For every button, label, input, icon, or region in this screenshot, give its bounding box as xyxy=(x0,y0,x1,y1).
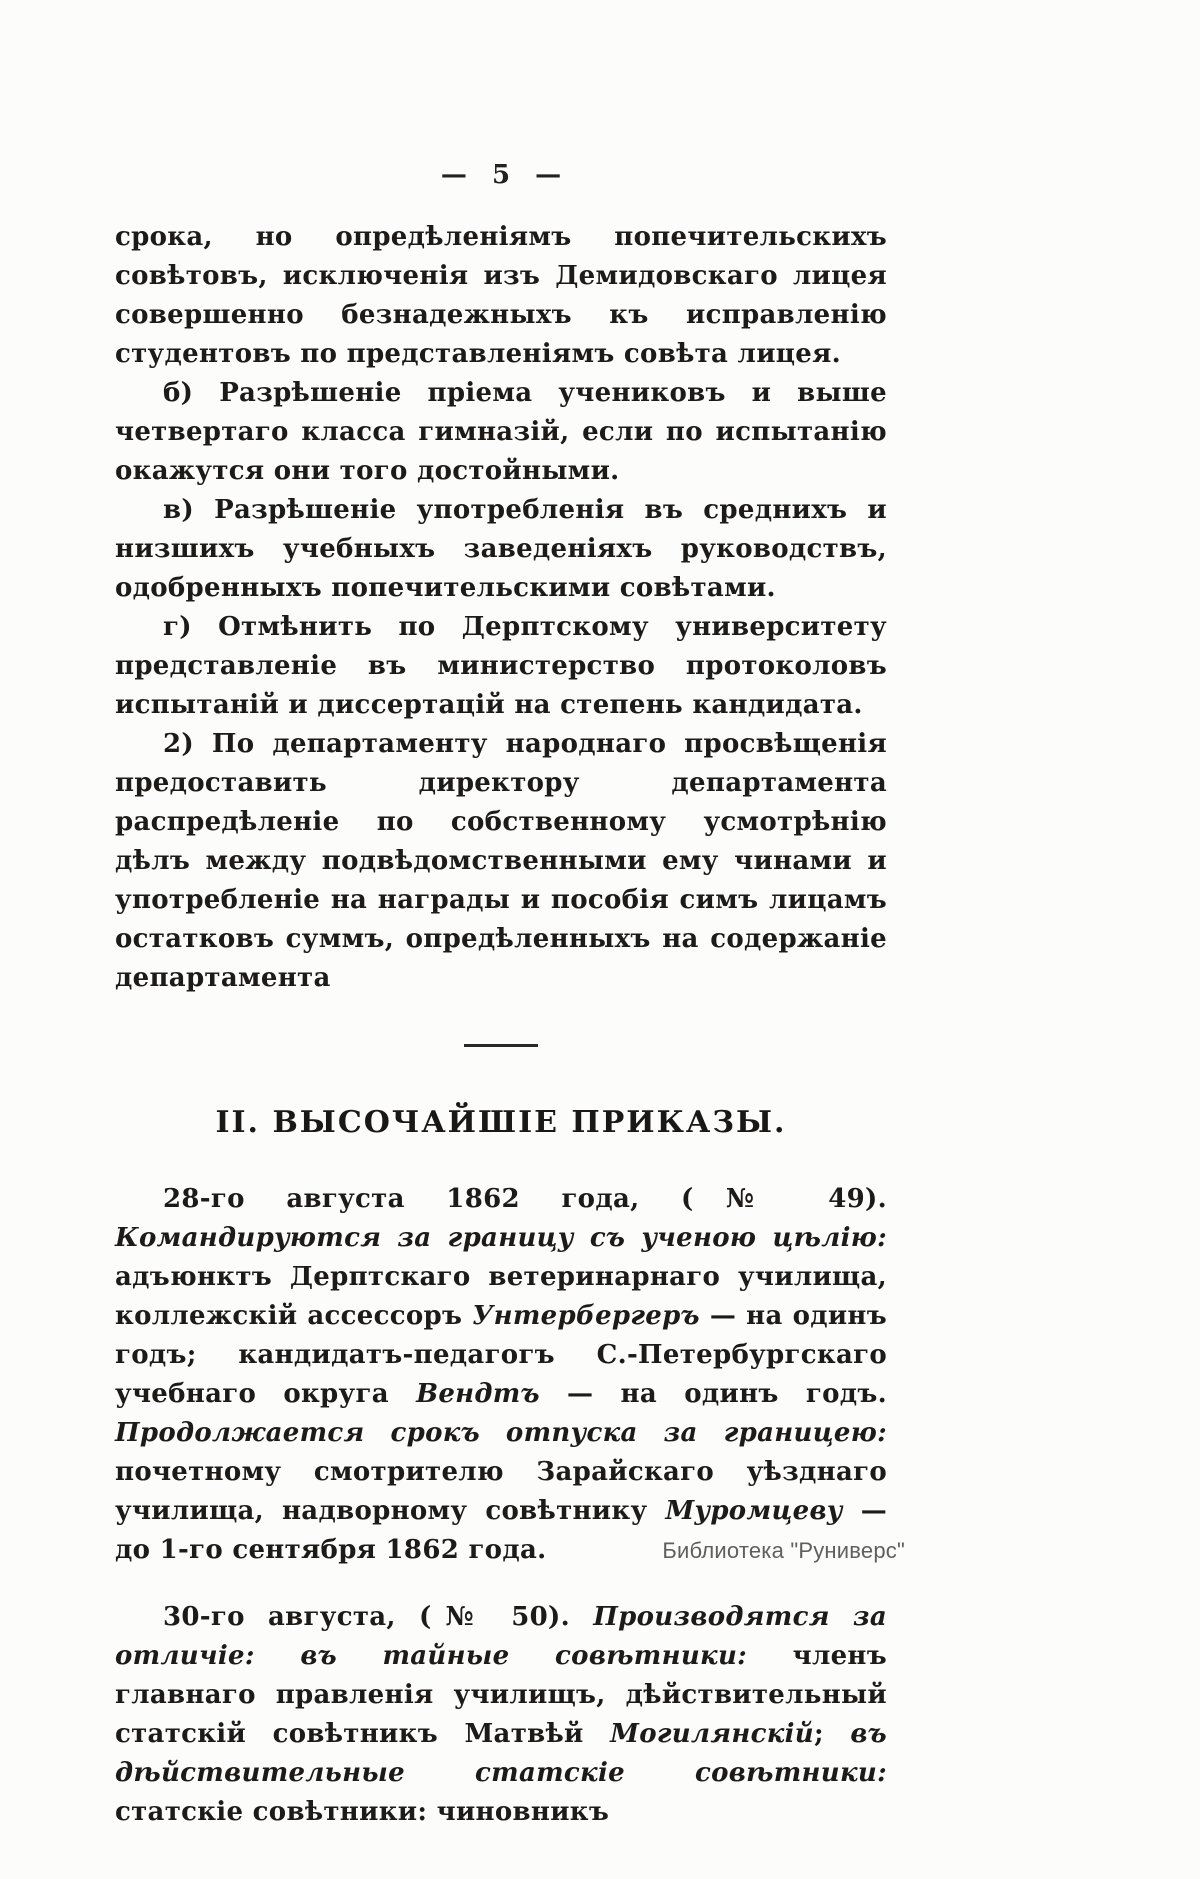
text-run: почетному смотрителю Зарайскаго уѣзднаго училища, надворному совѣтнику xyxy=(115,1457,887,1526)
text-block xyxy=(115,160,887,1832)
text-run: — до 1-го сентября 1862 года. xyxy=(115,1496,887,1565)
page-number: — 5 — xyxy=(440,160,562,190)
paragraph xyxy=(115,725,887,998)
text-run: адъюнктъ Дерптскаго ветеринарнаго училища, коллежскій ассессоръ xyxy=(115,1262,887,1331)
section-divider-rule xyxy=(464,1044,538,1047)
italic-text-run: Вендтъ xyxy=(416,1379,540,1409)
italic-text-run: Унтербергеръ xyxy=(472,1301,700,1331)
text-run: статскіе совѣтники: чиновникъ xyxy=(115,1797,610,1827)
text-run: б) Разрѣшеніе пріема учениковъ и выше четвертаго класса гимназій, если по испытанію окажутся они того достойными. xyxy=(115,378,887,486)
paragraph xyxy=(115,1598,887,1832)
section-ministry-resolutions xyxy=(115,218,887,998)
text-run: — на одинъ годъ. xyxy=(539,1379,887,1409)
italic-text-run: Командируются за границу съ ученою цѣлію: xyxy=(115,1223,887,1253)
text-run: ; xyxy=(814,1719,851,1749)
library-watermark: Библиотека "Руниверс" xyxy=(662,1538,905,1563)
italic-text-run: Продолжается срокъ отпуска за границею: xyxy=(115,1418,887,1448)
text-run: — на одинъ годъ; кандидатъ-педагогъ С.-Петербургскаго учебнаго округа xyxy=(115,1301,887,1409)
text-run: г) Отмѣнить по Дерптскому университету представленіе въ министерство протоколовъ испытаній и диссертацій на степень кандидата. xyxy=(115,612,887,720)
section-heading-imperial-orders: II. ВЫСОЧАЙШІЕ ПРИКАЗЫ. xyxy=(215,1105,787,1140)
italic-text-run: Могилянскій xyxy=(610,1719,814,1749)
text-run: 28-го августа 1862 года, (№ 49). xyxy=(163,1184,887,1214)
text-run: срока, но опредѣленіямъ попечительскихъ совѣтовъ, исключенія изъ Демидовскаго лицея совершенно безнадежныхъ къ исправленію студентовъ по представленіямъ совѣта лицея. xyxy=(115,222,887,369)
text-run: членъ главнаго правленія училищъ, дѣйствительный статскій совѣтникъ Матвѣй xyxy=(115,1641,887,1749)
text-run: в) Разрѣшеніе употребленія въ среднихъ и низшихъ учебныхъ заведеніяхъ руководствъ, одобренныхъ попечительскими совѣтами. xyxy=(115,495,887,603)
paragraph xyxy=(115,218,887,374)
paragraph xyxy=(115,608,887,725)
text-run: 30-го августа, (№ 50). xyxy=(163,1602,594,1632)
section-imperial-orders xyxy=(115,1180,887,1832)
paragraph xyxy=(115,491,887,608)
paragraph xyxy=(115,1180,887,1570)
paragraph xyxy=(115,374,887,491)
italic-text-run: Муромцеву xyxy=(665,1496,843,1526)
italic-text-run: въ дѣйствительные статскіе совѣтники: xyxy=(115,1719,888,1788)
text-run: 2) По департаменту народнаго просвѣщенія предоставить директору департамента распредѣленіе по собственному усмотрѣнію дѣлъ между подвѣдомственными ему чинами и употребленіе на награды и пособія симъ лицамъ остатковъ суммъ, опредѣленныхъ на содержаніе департамента xyxy=(115,729,887,993)
italic-text-run: Производятся за отличіе: въ тайные совѣтники: xyxy=(115,1602,887,1671)
